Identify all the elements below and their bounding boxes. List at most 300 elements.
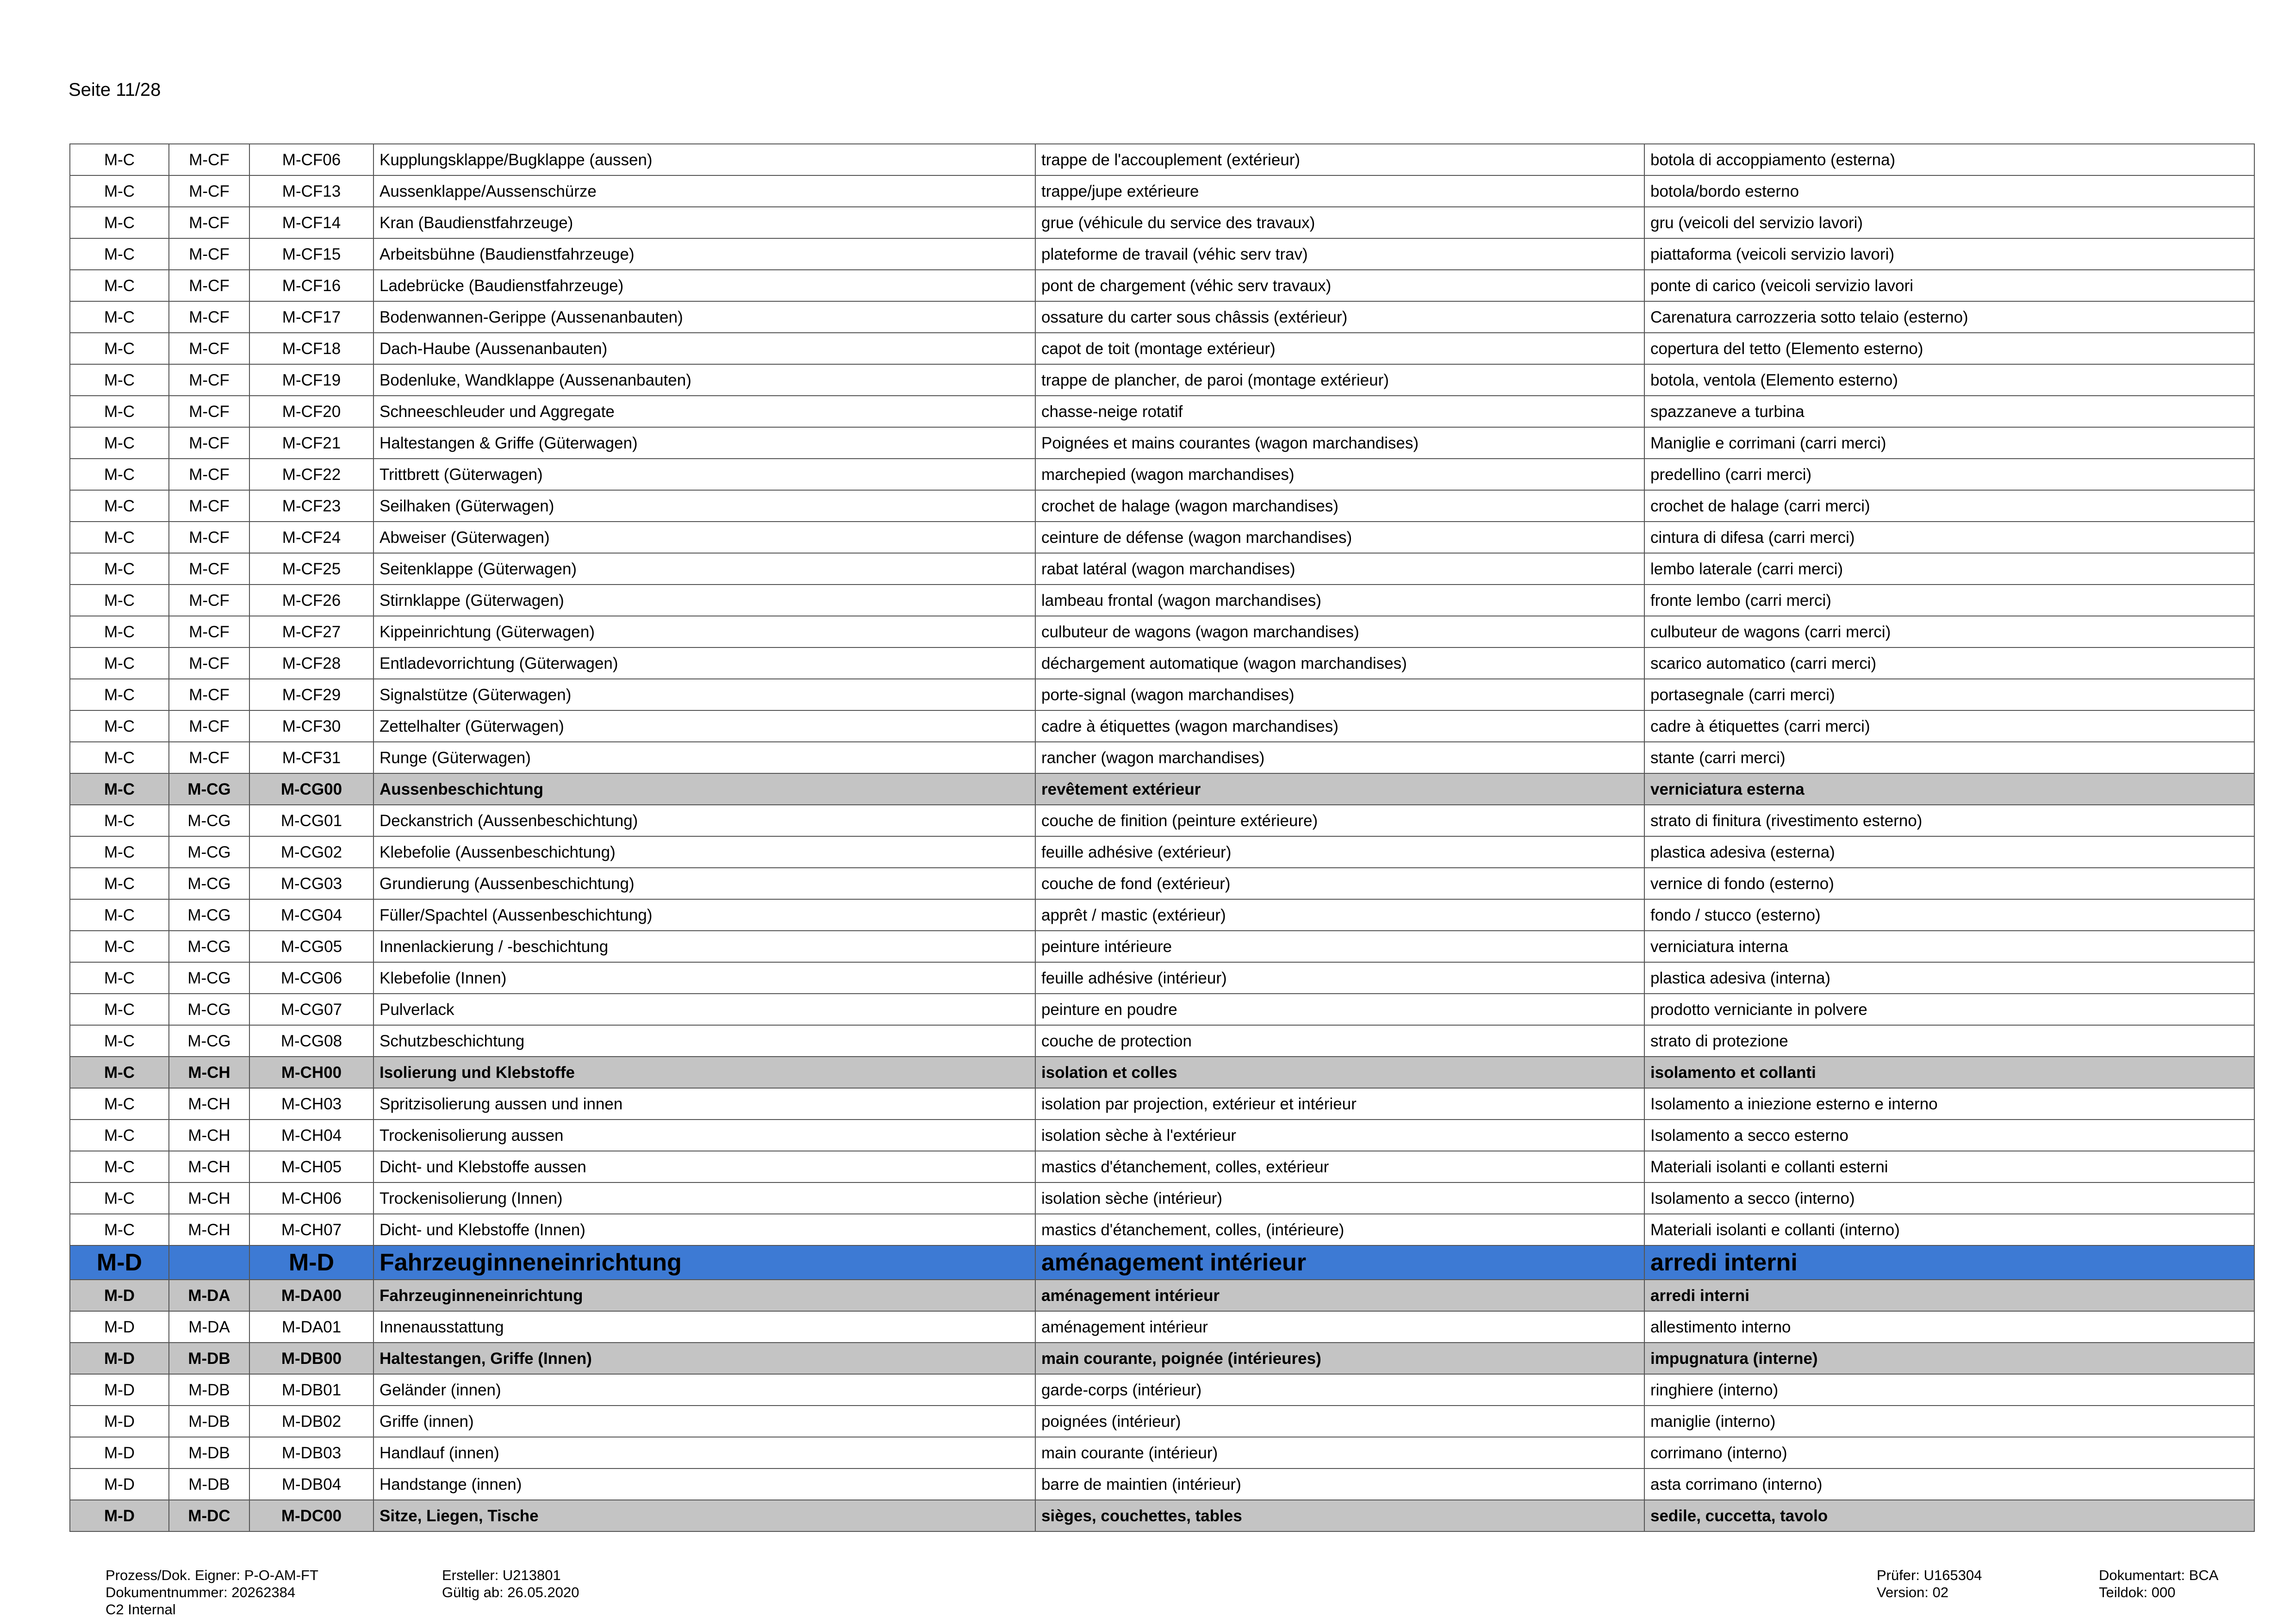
level2-cell: M-CF <box>169 175 249 207</box>
level1-cell: M-C <box>70 742 169 773</box>
german-cell: Signalstütze (Güterwagen) <box>373 679 1035 710</box>
code-cell: M-CF17 <box>249 301 373 333</box>
italian-cell: impugnatura (interne) <box>1644 1343 2254 1374</box>
french-cell: plateforme de travail (véhic serv trav) <box>1035 238 1644 270</box>
level2-cell: M-CF <box>169 427 249 459</box>
french-cell: chasse-neige rotatif <box>1035 396 1644 427</box>
level1-cell: M-C <box>70 585 169 616</box>
code-cell: M-CF19 <box>249 364 373 396</box>
german-cell: Dicht- und Klebstoffe aussen <box>373 1151 1035 1182</box>
table-row <box>70 773 2254 805</box>
level2-cell: M-DA <box>169 1311 249 1343</box>
code-cell: M-DB02 <box>249 1406 373 1437</box>
table-row <box>70 1374 2254 1406</box>
italian-cell: culbuteur de wagons (carri merci) <box>1644 616 2254 647</box>
code-cell: M-CG03 <box>249 868 373 899</box>
level1-cell: M-C <box>70 710 169 742</box>
table-row <box>70 836 2254 868</box>
table-row <box>70 616 2254 647</box>
level2-cell: M-CF <box>169 742 249 773</box>
italian-cell: arredi interni <box>1644 1245 2254 1280</box>
code-table-body <box>70 144 2254 1531</box>
code-cell: M-DB00 <box>249 1343 373 1374</box>
german-cell: Pulverlack <box>373 994 1035 1025</box>
level2-cell: M-CG <box>169 805 249 836</box>
table-row <box>70 647 2254 679</box>
level2-cell: M-CF <box>169 647 249 679</box>
level1-cell: M-C <box>70 175 169 207</box>
french-cell: aménagement intérieur <box>1035 1311 1644 1343</box>
code-cell: M-CG07 <box>249 994 373 1025</box>
level2-cell <box>169 1245 249 1280</box>
table-row <box>70 1468 2254 1500</box>
french-cell: marchepied (wagon marchandises) <box>1035 459 1644 490</box>
german-cell: Fahrzeuginneneinrichtung <box>373 1245 1035 1280</box>
table-row <box>70 1500 2254 1531</box>
code-cell: M-CG05 <box>249 931 373 962</box>
code-cell: M-CF15 <box>249 238 373 270</box>
level1-cell: M-C <box>70 1120 169 1151</box>
french-cell: cadre à étiquettes (wagon marchandises) <box>1035 710 1644 742</box>
table-row <box>70 427 2254 459</box>
level2-cell: M-CH <box>169 1120 249 1151</box>
level2-cell: M-CF <box>169 144 249 175</box>
level1-cell: M-C <box>70 1151 169 1182</box>
table-row <box>70 1214 2254 1245</box>
level1-cell: M-C <box>70 238 169 270</box>
table-row <box>70 238 2254 270</box>
table-row <box>70 962 2254 994</box>
level1-cell: M-D <box>70 1280 169 1311</box>
german-cell: Dach-Haube (Aussenanbauten) <box>373 333 1035 364</box>
level1-cell: M-C <box>70 301 169 333</box>
italian-cell: stante (carri merci) <box>1644 742 2254 773</box>
level1-cell: M-C <box>70 396 169 427</box>
level1-cell: M-C <box>70 459 169 490</box>
italian-cell: strato di finitura (rivestimento esterno) <box>1644 805 2254 836</box>
italian-cell: portasegnale (carri merci) <box>1644 679 2254 710</box>
level1-cell: M-C <box>70 553 169 585</box>
footer-review-block <box>1877 1567 1982 1601</box>
level2-cell: M-CF <box>169 710 249 742</box>
table-row <box>70 805 2254 836</box>
italian-cell: crochet de halage (carri merci) <box>1644 490 2254 522</box>
italian-cell: cintura di difesa (carri merci) <box>1644 522 2254 553</box>
code-cell: M-CH07 <box>249 1214 373 1245</box>
code-cell: M-CF06 <box>249 144 373 175</box>
italian-cell: maniglie (interno) <box>1644 1406 2254 1437</box>
french-cell: culbuteur de wagons (wagon marchandises) <box>1035 616 1644 647</box>
level2-cell: M-CF <box>169 333 249 364</box>
table-row <box>70 899 2254 931</box>
german-cell: Haltestangen, Griffe (Innen) <box>373 1343 1035 1374</box>
level2-cell: M-CF <box>169 207 249 238</box>
french-cell: grue (véhicule du service des travaux) <box>1035 207 1644 238</box>
footer-version: Version: 02 <box>1877 1584 1949 1600</box>
table-row <box>70 742 2254 773</box>
code-table <box>69 143 2255 1532</box>
level2-cell: M-CH <box>169 1088 249 1120</box>
french-cell: aménagement intérieur <box>1035 1245 1644 1280</box>
italian-cell: verniciatura esterna <box>1644 773 2254 805</box>
italian-cell: arredi interni <box>1644 1280 2254 1311</box>
german-cell: Innenlackierung / -beschichtung <box>373 931 1035 962</box>
level1-cell: M-C <box>70 679 169 710</box>
level1-cell: M-D <box>70 1245 169 1280</box>
code-cell: M-CF14 <box>249 207 373 238</box>
code-cell: M-CF31 <box>249 742 373 773</box>
level2-cell: M-DB <box>169 1437 249 1468</box>
table-row <box>70 1280 2254 1311</box>
italian-cell: verniciatura interna <box>1644 931 2254 962</box>
french-cell: pont de chargement (véhic serv travaux) <box>1035 270 1644 301</box>
french-cell: feuille adhésive (intérieur) <box>1035 962 1644 994</box>
level2-cell: M-CG <box>169 773 249 805</box>
level1-cell: M-C <box>70 616 169 647</box>
french-cell: rabat latéral (wagon marchandises) <box>1035 553 1644 585</box>
french-cell: revêtement extérieur <box>1035 773 1644 805</box>
level1-cell: M-D <box>70 1406 169 1437</box>
level2-cell: M-CH <box>169 1214 249 1245</box>
italian-cell: Maniglie e corrimani (carri merci) <box>1644 427 2254 459</box>
german-cell: Fahrzeuginneneinrichtung <box>373 1280 1035 1311</box>
level2-cell: M-DB <box>169 1343 249 1374</box>
code-cell: M-CG08 <box>249 1025 373 1057</box>
table-row <box>70 553 2254 585</box>
level1-cell: M-D <box>70 1468 169 1500</box>
italian-cell: Isolamento a secco esterno <box>1644 1120 2254 1151</box>
french-cell: poignées (intérieur) <box>1035 1406 1644 1437</box>
french-cell: mastics d'étanchement, colles, (intérieure) <box>1035 1214 1644 1245</box>
table-row <box>70 679 2254 710</box>
italian-cell: scarico automatico (carri merci) <box>1644 647 2254 679</box>
italian-cell: ponte di carico (veicoli servizio lavori <box>1644 270 2254 301</box>
table-row <box>70 994 2254 1025</box>
table-row <box>70 490 2254 522</box>
code-cell: M-CG06 <box>249 962 373 994</box>
level2-cell: M-CF <box>169 553 249 585</box>
italian-cell: asta corrimano (interno) <box>1644 1468 2254 1500</box>
french-cell: aménagement intérieur <box>1035 1280 1644 1311</box>
level2-cell: M-CF <box>169 459 249 490</box>
level2-cell: M-CF <box>169 490 249 522</box>
code-cell: M-CF13 <box>249 175 373 207</box>
code-cell: M-CH06 <box>249 1182 373 1214</box>
french-cell: mastics d'étanchement, colles, extérieur <box>1035 1151 1644 1182</box>
german-cell: Spritzisolierung aussen und innen <box>373 1088 1035 1120</box>
level2-cell: M-DC <box>169 1500 249 1531</box>
code-cell: M-CF16 <box>249 270 373 301</box>
table-row <box>70 1120 2254 1151</box>
level1-cell: M-C <box>70 490 169 522</box>
level2-cell: M-CF <box>169 522 249 553</box>
italian-cell: ringhiere (interno) <box>1644 1374 2254 1406</box>
table-row <box>70 868 2254 899</box>
german-cell: Trockenisolierung (Innen) <box>373 1182 1035 1214</box>
italian-cell: botola/bordo esterno <box>1644 175 2254 207</box>
table-row <box>70 1343 2254 1374</box>
french-cell: déchargement automatique (wagon marchandises) <box>1035 647 1644 679</box>
level1-cell: M-C <box>70 207 169 238</box>
level1-cell: M-C <box>70 333 169 364</box>
italian-cell: plastica adesiva (interna) <box>1644 962 2254 994</box>
level2-cell: M-CF <box>169 270 249 301</box>
level1-cell: M-C <box>70 1025 169 1057</box>
german-cell: Haltestangen & Griffe (Güterwagen) <box>373 427 1035 459</box>
code-cell: M-CG04 <box>249 899 373 931</box>
german-cell: Seitenklappe (Güterwagen) <box>373 553 1035 585</box>
level1-cell: M-C <box>70 773 169 805</box>
level1-cell: M-C <box>70 364 169 396</box>
table-row <box>70 207 2254 238</box>
french-cell: isolation sèche (intérieur) <box>1035 1182 1644 1214</box>
level2-cell: M-CF <box>169 396 249 427</box>
code-cell: M-CF24 <box>249 522 373 553</box>
footer-author-block <box>442 1567 579 1601</box>
code-cell: M-CH03 <box>249 1088 373 1120</box>
italian-cell: Materiali isolanti e collanti (interno) <box>1644 1214 2254 1245</box>
italian-cell: sedile, cuccetta, tavolo <box>1644 1500 2254 1531</box>
table-row <box>70 270 2254 301</box>
german-cell: Handlauf (innen) <box>373 1437 1035 1468</box>
table-row <box>70 333 2254 364</box>
german-cell: Klebefolie (Aussenbeschichtung) <box>373 836 1035 868</box>
table-row <box>70 1088 2254 1120</box>
level1-cell: M-C <box>70 805 169 836</box>
french-cell: trappe de plancher, de paroi (montage extérieur) <box>1035 364 1644 396</box>
french-cell: rancher (wagon marchandises) <box>1035 742 1644 773</box>
code-cell: M-CG02 <box>249 836 373 868</box>
footer-valid: Gültig ab: 26.05.2020 <box>442 1584 579 1600</box>
level2-cell: M-CF <box>169 238 249 270</box>
german-cell: Bodenluke, Wandklappe (Aussenanbauten) <box>373 364 1035 396</box>
table-row <box>70 1245 2254 1280</box>
german-cell: Innenausstattung <box>373 1311 1035 1343</box>
level1-cell: M-C <box>70 647 169 679</box>
code-cell: M-DA00 <box>249 1280 373 1311</box>
italian-cell: corrimano (interno) <box>1644 1437 2254 1468</box>
footer-owner-block <box>106 1567 318 1618</box>
italian-cell: strato di protezione <box>1644 1025 2254 1057</box>
french-cell: sièges, couchettes, tables <box>1035 1500 1644 1531</box>
code-cell: M-CF26 <box>249 585 373 616</box>
french-cell: Poignées et mains courantes (wagon marchandises) <box>1035 427 1644 459</box>
level1-cell: M-C <box>70 522 169 553</box>
code-cell: M-CG01 <box>249 805 373 836</box>
french-cell: porte-signal (wagon marchandises) <box>1035 679 1644 710</box>
table-row <box>70 1151 2254 1182</box>
level1-cell: M-C <box>70 931 169 962</box>
level1-cell: M-C <box>70 994 169 1025</box>
level1-cell: M-C <box>70 1214 169 1245</box>
level2-cell: M-CH <box>169 1057 249 1088</box>
french-cell: peinture intérieure <box>1035 931 1644 962</box>
french-cell: trappe/jupe extérieure <box>1035 175 1644 207</box>
level2-cell: M-DB <box>169 1406 249 1437</box>
french-cell: peinture en poudre <box>1035 994 1644 1025</box>
italian-cell: botola, ventola (Elemento esterno) <box>1644 364 2254 396</box>
french-cell: crochet de halage (wagon marchandises) <box>1035 490 1644 522</box>
level2-cell: M-CG <box>169 962 249 994</box>
level1-cell: M-C <box>70 144 169 175</box>
level1-cell: M-D <box>70 1374 169 1406</box>
italian-cell: isolamento et collanti <box>1644 1057 2254 1088</box>
code-cell: M-DB03 <box>249 1437 373 1468</box>
german-cell: Bodenwannen-Gerippe (Aussenanbauten) <box>373 301 1035 333</box>
level1-cell: M-D <box>70 1311 169 1343</box>
footer-doctype: Dokumentart: BCA <box>2099 1567 2219 1583</box>
german-cell: Deckanstrich (Aussenbeschichtung) <box>373 805 1035 836</box>
german-cell: Füller/Spachtel (Aussenbeschichtung) <box>373 899 1035 931</box>
table-row <box>70 175 2254 207</box>
italian-cell: spazzaneve a turbina <box>1644 396 2254 427</box>
italian-cell: Isolamento a iniezione esterno e interno <box>1644 1088 2254 1120</box>
table-row <box>70 585 2254 616</box>
footer-reviewer: Prüfer: U165304 <box>1877 1567 1982 1583</box>
level2-cell: M-CG <box>169 836 249 868</box>
code-cell: M-CF30 <box>249 710 373 742</box>
german-cell: Runge (Güterwagen) <box>373 742 1035 773</box>
french-cell: main courante (intérieur) <box>1035 1437 1644 1468</box>
french-cell: isolation par projection, extérieur et intérieur <box>1035 1088 1644 1120</box>
code-cell: M-CF21 <box>249 427 373 459</box>
german-cell: Aussenklappe/Aussenschürze <box>373 175 1035 207</box>
italian-cell: plastica adesiva (esterna) <box>1644 836 2254 868</box>
code-cell: M-CF18 <box>249 333 373 364</box>
german-cell: Seilhaken (Güterwagen) <box>373 490 1035 522</box>
level2-cell: M-CG <box>169 931 249 962</box>
french-cell: ossature du carter sous châssis (extérieur) <box>1035 301 1644 333</box>
german-cell: Entladevorrichtung (Güterwagen) <box>373 647 1035 679</box>
german-cell: Kran (Baudienstfahrzeuge) <box>373 207 1035 238</box>
code-cell: M-CG00 <box>249 773 373 805</box>
french-cell: trappe de l'accouplement (extérieur) <box>1035 144 1644 175</box>
level1-cell: M-D <box>70 1437 169 1468</box>
german-cell: Trockenisolierung aussen <box>373 1120 1035 1151</box>
level2-cell: M-DB <box>169 1468 249 1500</box>
level1-cell: M-C <box>70 427 169 459</box>
italian-cell: gru (veicoli del servizio lavori) <box>1644 207 2254 238</box>
italian-cell: allestimento interno <box>1644 1311 2254 1343</box>
italian-cell: fondo / stucco (esterno) <box>1644 899 2254 931</box>
level2-cell: M-CF <box>169 616 249 647</box>
french-cell: lambeau frontal (wagon marchandises) <box>1035 585 1644 616</box>
level2-cell: M-CF <box>169 679 249 710</box>
italian-cell: Isolamento a secco (interno) <box>1644 1182 2254 1214</box>
code-cell: M-DB04 <box>249 1468 373 1500</box>
french-cell: couche de finition (peinture extérieure) <box>1035 805 1644 836</box>
level2-cell: M-CH <box>169 1182 249 1214</box>
level2-cell: M-CG <box>169 868 249 899</box>
table-row <box>70 144 2254 175</box>
code-cell: M-DC00 <box>249 1500 373 1531</box>
footer-part: Teildok: 000 <box>2099 1584 2176 1600</box>
french-cell: isolation et colles <box>1035 1057 1644 1088</box>
table-row <box>70 301 2254 333</box>
code-cell: M-CF28 <box>249 647 373 679</box>
german-cell: Grundierung (Aussenbeschichtung) <box>373 868 1035 899</box>
level1-cell: M-C <box>70 1057 169 1088</box>
german-cell: Kippeinrichtung (Güterwagen) <box>373 616 1035 647</box>
code-cell: M-CH04 <box>249 1120 373 1151</box>
german-cell: Schneeschleuder und Aggregate <box>373 396 1035 427</box>
code-cell: M-DB01 <box>249 1374 373 1406</box>
french-cell: couche de protection <box>1035 1025 1644 1057</box>
table-row <box>70 364 2254 396</box>
level2-cell: M-CG <box>169 899 249 931</box>
code-cell: M-CF23 <box>249 490 373 522</box>
level1-cell: M-C <box>70 868 169 899</box>
footer-classification: C2 Internal <box>106 1601 176 1618</box>
code-cell: M-D <box>249 1245 373 1280</box>
code-cell: M-CF29 <box>249 679 373 710</box>
level1-cell: M-C <box>70 1088 169 1120</box>
code-cell: M-CH05 <box>249 1151 373 1182</box>
german-cell: Trittbrett (Güterwagen) <box>373 459 1035 490</box>
italian-cell: predellino (carri merci) <box>1644 459 2254 490</box>
code-cell: M-CF22 <box>249 459 373 490</box>
german-cell: Sitze, Liegen, Tische <box>373 1500 1035 1531</box>
german-cell: Ladebrücke (Baudienstfahrzeuge) <box>373 270 1035 301</box>
level2-cell: M-CF <box>169 585 249 616</box>
level2-cell: M-CG <box>169 1025 249 1057</box>
german-cell: Dicht- und Klebstoffe (Innen) <box>373 1214 1035 1245</box>
german-cell: Isolierung und Klebstoffe <box>373 1057 1035 1088</box>
german-cell: Geländer (innen) <box>373 1374 1035 1406</box>
level1-cell: M-C <box>70 899 169 931</box>
table-row <box>70 1182 2254 1214</box>
code-cell: M-CF25 <box>249 553 373 585</box>
level1-cell: M-C <box>70 270 169 301</box>
french-cell: barre de maintien (intérieur) <box>1035 1468 1644 1500</box>
level1-cell: M-D <box>70 1500 169 1531</box>
italian-cell: cadre à étiquettes (carri merci) <box>1644 710 2254 742</box>
german-cell: Klebefolie (Innen) <box>373 962 1035 994</box>
code-cell: M-CF20 <box>249 396 373 427</box>
german-cell: Handstange (innen) <box>373 1468 1035 1500</box>
table-row <box>70 396 2254 427</box>
french-cell: couche de fond (extérieur) <box>1035 868 1644 899</box>
table-row <box>70 522 2254 553</box>
french-cell: capot de toit (montage extérieur) <box>1035 333 1644 364</box>
italian-cell: prodotto verniciante in polvere <box>1644 994 2254 1025</box>
table-row <box>70 1057 2254 1088</box>
italian-cell: Carenatura carrozzeria sotto telaio (esterno) <box>1644 301 2254 333</box>
table-row <box>70 1406 2254 1437</box>
italian-cell: lembo laterale (carri merci) <box>1644 553 2254 585</box>
footer-author: Ersteller: U213801 <box>442 1567 561 1583</box>
italian-cell: Materiali isolanti e collanti esterni <box>1644 1151 2254 1182</box>
german-cell: Schutzbeschichtung <box>373 1025 1035 1057</box>
code-cell: M-DA01 <box>249 1311 373 1343</box>
level2-cell: M-DB <box>169 1374 249 1406</box>
level1-cell: M-C <box>70 836 169 868</box>
german-cell: Stirnklappe (Güterwagen) <box>373 585 1035 616</box>
italian-cell: botola di accoppiamento (esterna) <box>1644 144 2254 175</box>
table-row <box>70 1025 2254 1057</box>
level1-cell: M-C <box>70 962 169 994</box>
german-cell: Kupplungsklappe/Bugklappe (aussen) <box>373 144 1035 175</box>
table-row <box>70 931 2254 962</box>
level1-cell: M-C <box>70 1182 169 1214</box>
table-row <box>70 710 2254 742</box>
french-cell: apprêt / mastic (extérieur) <box>1035 899 1644 931</box>
level2-cell: M-CH <box>169 1151 249 1182</box>
french-cell: main courante, poignée (intérieures) <box>1035 1343 1644 1374</box>
level2-cell: M-CF <box>169 364 249 396</box>
level2-cell: M-CF <box>169 301 249 333</box>
footer-doctype-block <box>2099 1567 2218 1601</box>
